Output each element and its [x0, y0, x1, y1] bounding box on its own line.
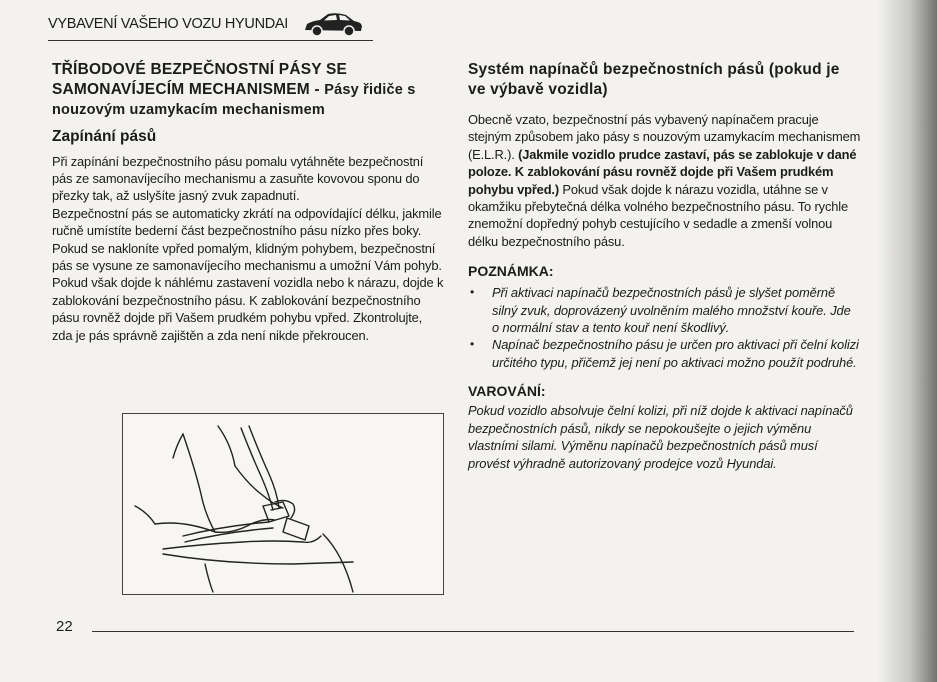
pretensioner-heading: Systém napínačů bezpečnostních pásů (pokud je ve výbavě vozidla): [468, 61, 840, 98]
page-number: 22: [56, 618, 73, 635]
note-item: [468, 284, 861, 336]
note-item-text: Při aktivaci napínačů bezpečnostních pásů je slyšet poměrně silný zvuk, doprovázený uvolněním malého množství kouře. Jde o normální stav a tento kouř není škodlivý.: [492, 285, 851, 336]
pretensioner-text-bold: (Jakmile vozidlo prudce zastaví, pás se zablokuje v dané poloze. K zablokování pásu rovněž dojde při Vašem prudkém pohybu vpřed.): [468, 146, 857, 197]
note-item: [468, 336, 861, 371]
main-heading-caps: TŘÍBODOVÉ BEZPEČNOSTNÍ PÁSY SE SAMONAVÍJECÍM MECHANISMEM -: [52, 61, 348, 98]
note-list: [468, 284, 861, 371]
right-column: [468, 60, 861, 472]
fastening-paragraph-1: Při zapínání bezpečnostního pásu pomalu vytáhněte bezpečnostní pás ze samonavíjecího mechanismu a zasuňte kovovou sponu do přezky tak, až uslyšíte jasný zvuk zapadnutí.: [52, 153, 424, 204]
seatbelt-drawing: [123, 414, 443, 594]
warning-text: Pokud vozidlo absolvuje čelní kolizi, při níž dojde k aktivaci napínačů bezpečnostních pásů, nikdy se nepokoušejte o jejich výměnu vlastními silami. Výměnu napínačů bezpečnostních pásů musí provést výhradně autorizovaný prodejce vozů Hyundai.: [468, 403, 853, 471]
page-edge-shadow: [877, 0, 937, 682]
main-heading-sub: Pásy řidiče s nouzovým uzamykacím mechanismem: [52, 81, 416, 118]
pretensioner-text-end: Pokud však dojde k nárazu vozidla, utáhne se v okamžiku přebytečná délka volného bezpečnostního pásu. To rychle znemožní dopředný pohyb cestujícího v sedadle a zmenší volnou délku bezpečnostního pásu.: [468, 181, 848, 249]
header-title: VYBAVENÍ VAŠEHO VOZU HYUNDAI: [48, 16, 289, 32]
bullet-icon: •: [470, 337, 475, 352]
note-item-text: Napínač bezpečnostního pásu je určen pro aktivaci při čelní kolizi určitého typu, přičemž jej není po aktivaci možno použít podruhé.: [492, 337, 859, 370]
warning-title: VAROVÁNÍ:: [468, 383, 546, 400]
pretensioner-text-start: Obecně vzato, bezpečnostní pás vybavený napínačem pracuje stejným způsobem jako pásy s nouzovým uzamykacím mechanismem (E.L.R.).: [468, 112, 861, 162]
note-title: POZNÁMKA:: [468, 263, 554, 280]
section-heading-fastening: Zapínání pásů: [52, 127, 157, 145]
pretensioner-paragraph: [468, 111, 861, 250]
running-header: [48, 8, 373, 41]
car-icon: [302, 10, 364, 38]
main-heading: [52, 60, 444, 121]
seatbelt-illustration: [122, 413, 444, 595]
fastening-paragraph-2: Bezpečnostní pás se automaticky zkrátí na odpovídající délku, jakmile ručně umístíte bederní část bezpečnostního pásu nízko přes boky. Pokud se nakloníte vpřed pomalým, klidným pohybem, bezpečnostní pás se vysune ze samonavíjecího mechanismu a umožní Vám pohyb. Pokud však dojde k náhlému zastavení vozidla nebo k nárazu, dojde k zablokování bezpečnostního pásu. K zablokování bezpečnostního pásu rovněž dojde při Vašem prudkém pohybu vpřed. Zkontrolujte, zda je pás správně zajištěn a zda není nikde překroucen.: [52, 205, 444, 343]
left-column: [52, 60, 444, 344]
footer-rule: [92, 631, 854, 632]
bullet-icon: •: [470, 285, 475, 300]
